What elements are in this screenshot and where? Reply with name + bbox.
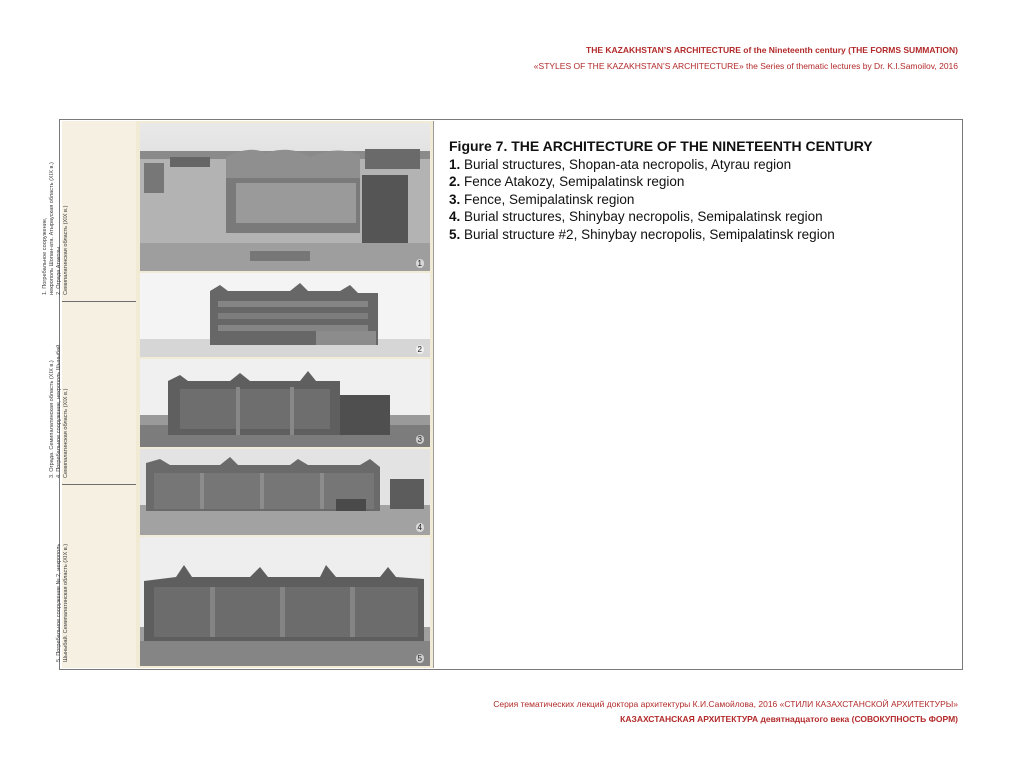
slide-footer [493,697,958,727]
item-number: 3. [449,191,461,207]
figure-item [449,191,949,209]
figure-description [449,138,949,243]
figure-item [449,156,949,174]
item-number: 5. [449,226,461,242]
caption-text: 1. Погребальное сооружение, некрополь Шопан-ата. Атырауская область (XIX в.) 2. Ограда Атакозы. Семипалатинская область (XIX в.) [42,162,69,295]
footer-title: КАЗАХСТАНСКАЯ АРХИТЕКТУРА девятнадцатого века (СОВОКУПНОСТЬ ФОРМ) [620,714,958,724]
slide-header [534,42,958,74]
item-text: Fence Atakozy, Semipalatinsk region [460,174,685,189]
caption-text: 3. Ограда. Семипалатинская область (XIX в.) 4. Погребальное сооружение, некрополь Шыныбай. Семипалатинская область (XIX в.) [49,343,69,478]
photo-burial-shinybay-2 [140,537,430,666]
figure-item [449,226,949,244]
header-subtitle: «STYLES OF THE KAZAKHSTAN’S ARCHITECTURE» the Series of thematic lectures by Dr. K.I.Samoilov, 2016 [533,61,958,71]
footer-series: Серия тематических лекций доктора архитектуры К.И.Самойлова, 2016 «СТИЛИ КАЗАХСТАНСКОЙ АРХИТЕКТУРЫ» [493,699,958,709]
photo-number: 4 [417,523,422,532]
caption-cell [56,485,136,668]
item-number: 2. [449,174,461,189]
photo-number: 3 [417,435,422,444]
photo-number: 5 [417,654,422,663]
photo-burial-shinybay [140,449,430,535]
photo-number: 1 [417,259,422,268]
figure-title: Figure 7. THE ARCHITECTURE OF THE NINETEENTH CENTURY [449,138,873,154]
photo-fence-semipalatinsk [140,359,430,447]
caption-cell [42,121,136,302]
item-number: 4. [449,209,461,224]
photo-plate [42,121,434,668]
item-text: Burial structure #2, Shinybay necropolis, Semipalatinsk region [460,226,835,242]
caption-text: 5. Погребальное сооружение № 2, некрополь Шыныбай. Семипалатинская область (XIX в.) [56,543,69,662]
plate-captions [42,121,136,668]
item-text: Fence, Semipalatinsk region [460,191,635,207]
photo-fence-atakozy [140,273,430,357]
caption-cell [49,302,136,485]
photo-burial-shopan-ata [140,123,430,271]
photo-number: 2 [417,345,422,354]
figure-item [449,208,949,226]
item-text: Burial structures, Shopan-ata necropolis, Atyrau region [460,156,792,172]
item-text: Burial structures, Shinybay necropolis, Semipalatinsk region [460,209,823,224]
header-title: THE KAZAKHSTAN’S ARCHITECTURE of the Nineteenth century (THE FORMS SUMMATION) [586,45,958,55]
item-number: 1. [449,156,461,172]
figure-item [449,173,949,191]
